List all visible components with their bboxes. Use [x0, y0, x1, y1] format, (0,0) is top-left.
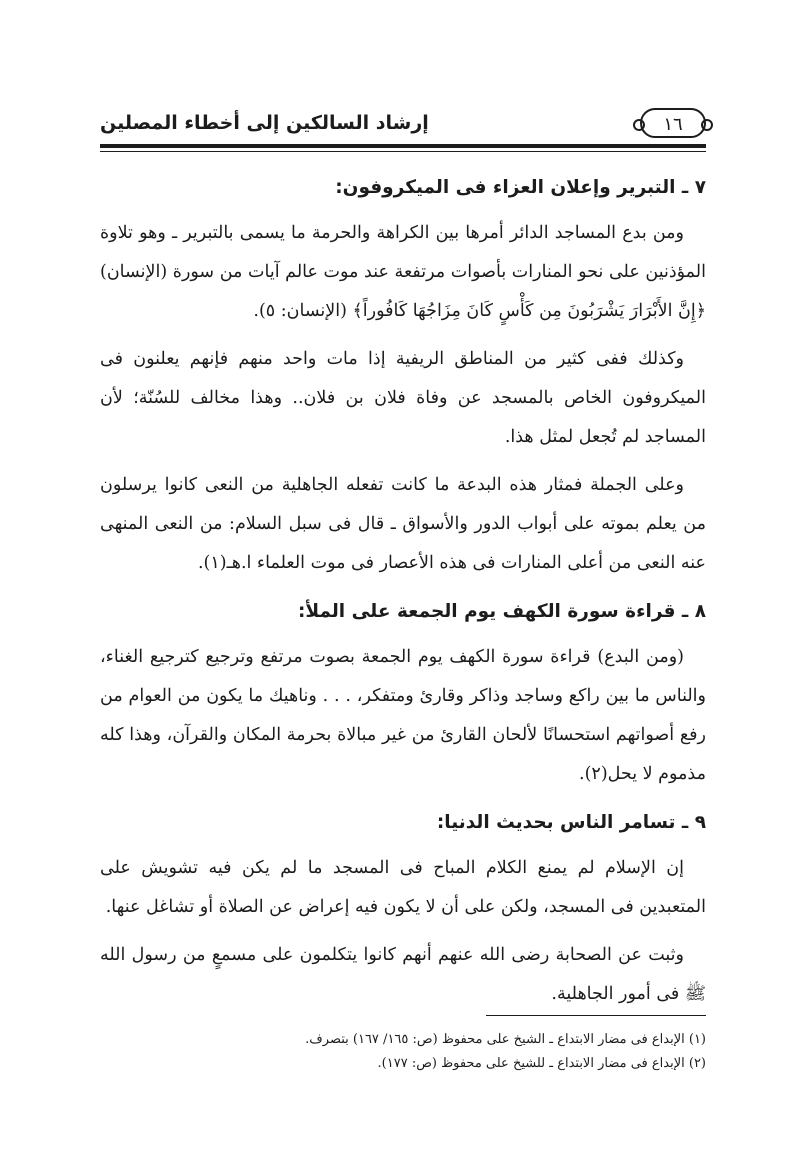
page-body: [100, 168, 706, 1023]
page-header: [100, 104, 706, 144]
footnote-2: (٢) الإبداع فى مضار الابتداع ـ للشيخ على محفوظ (ص: ١٧٧).: [377, 1056, 706, 1071]
paragraph: وعلى الجملة فمثار هذه البدعة ما كانت تفعله الجاهلية من النعى كانوا يرسلون من يعلم بموته على أبواب الدور والأسواق ـ قال فى سبل السلام: من النعى المنهى عنه النعى من أعلى المنارات فى هذه الأعصار فى موت العلماء ا.هـ(١).: [100, 475, 706, 573]
footnote-divider: [486, 1015, 706, 1016]
header-rule-thin: [100, 151, 706, 152]
paragraph: وثبت عن الصحابة رضى الله عنهم أنهم كانوا يتكلمون على مسمعٍ من رسول الله ﷺ فى أمور الجاهلية.: [100, 945, 706, 1004]
header-rule-thick: [100, 144, 706, 148]
footnotes: [100, 1028, 706, 1076]
paragraph: (ومن البدع) قراءة سورة الكهف يوم الجمعة بصوت مرتفع وترجيع كترجيع الغناء، والناس ما بين راكع وساجد وذاكر وقارئ ومتفكر، . . . وناهيك ما يكون من العوام من رفع أصواتهم استحسانًا لألحان القارئ من غير مبالاة بحرمة المكان والقرآن، وهذا كله مذموم لا يحل(٢).: [100, 647, 706, 784]
section-heading-7: ٧ ـ التبرير وإعلان العزاء فى الميكروفون:: [335, 177, 706, 198]
page-number: ١٦: [640, 108, 706, 138]
section-heading-9: ٩ ـ تسامر الناس بحديث الدنيا:: [436, 812, 706, 833]
footnote-1: (١) الإبداع فى مضار الابتداع ـ الشيخ على محفوظ (ص: ١٦٥/ ١٦٧) بتصرف.: [305, 1032, 706, 1047]
paragraph: وكذلك ففى كثير من المناطق الريفية إذا مات واحد منهم فإنهم يعلنون فى الميكروفون الخاص بالمسجد عن وفاة فلان بن فلان.. وهذا مخالف للسُنّة؛ لأن المساجد لم تُجعل لمثل هذا.: [100, 349, 706, 447]
section-heading-8: ٨ ـ قراءة سورة الكهف يوم الجمعة على الملأ:: [298, 601, 706, 622]
paragraph: إن الإسلام لم يمنع الكلام المباح فى المسجد ما لم يكن فيه تشويش على المتعبدين فى المسجد، ولكن على أن لا يكون فيه إعراض عن الصلاة أو تشاغل عنها.: [100, 858, 706, 917]
book-title: إرشاد السالكين إلى أخطاء المصلين: [100, 112, 429, 134]
paragraph: ومن بدع المساجد الدائر أمرها بين الكراهة والحرمة ما يسمى بالتبرير ـ وهو تلاوة المؤذنين على نحو المنارات بأصوات مرتفعة عند موت عالم آيات من سورة (الإنسان) ﴿إِنَّ الأَبْرَارَ يَشْرَبُونَ مِن كَأْسٍ كَانَ مِزَاجُهَا كَافُوراً﴾ (الإنسان: ٥).: [100, 223, 706, 321]
